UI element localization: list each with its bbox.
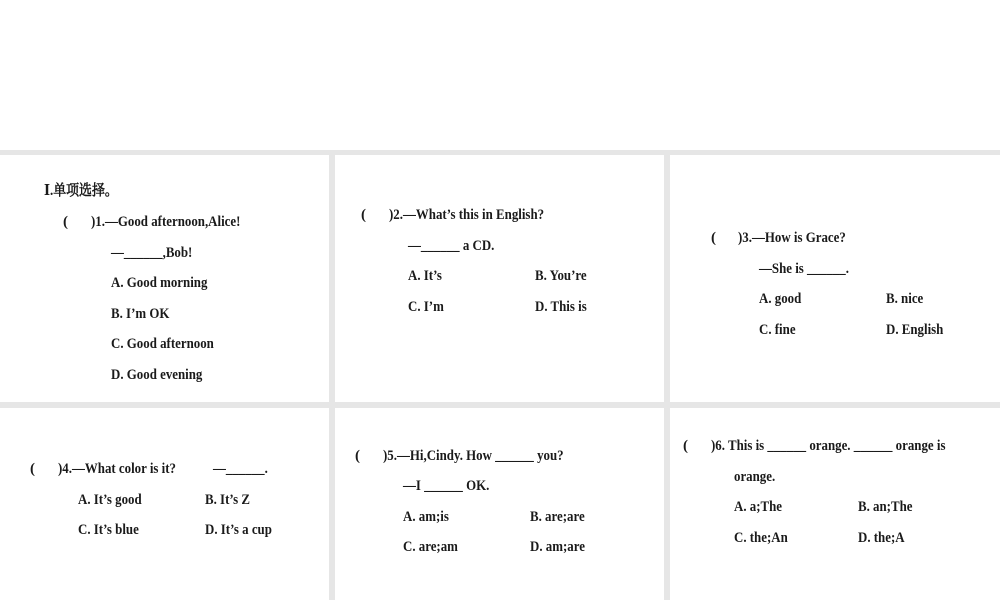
answer-paren: (	[63, 214, 68, 230]
question-stem: )2.—What’s this in English?	[389, 207, 545, 223]
option-b: B. It’s Z	[205, 492, 251, 508]
option-a: A. a;The	[734, 499, 783, 515]
question-cell-1	[0, 155, 329, 402]
option-b: B. are;are	[530, 509, 585, 525]
option-a: A. good	[759, 291, 802, 307]
question-stem: )4.—What color is it?	[58, 461, 177, 477]
question-stem: )5.—Hi,Cindy. How ______ you?	[383, 448, 564, 464]
option-c: C. It’s blue	[78, 522, 139, 538]
option-d: D. It’s a cup	[205, 522, 272, 538]
question-cell-5	[335, 408, 664, 600]
answer-paren: (	[361, 207, 366, 223]
option-c: C. I’m	[408, 299, 444, 315]
answer-paren: (	[30, 461, 35, 477]
option-a: A. Good morning	[111, 275, 208, 291]
question-stem: )6. This is ______ orange. ______ orange is	[711, 438, 946, 454]
question-grid	[0, 150, 1000, 600]
question-reply: —______,Bob!	[111, 245, 193, 261]
question-stem: )3.—How is Grace?	[738, 230, 846, 246]
option-c: C. the;An	[734, 530, 788, 546]
question-reply: —She is ______.	[759, 261, 849, 277]
question-reply: —______ a CD.	[408, 238, 495, 254]
option-c: C. fine	[759, 322, 796, 338]
option-d: D. am;are	[530, 539, 585, 555]
question-reply: —I ______ OK.	[403, 478, 490, 494]
question-reply: —______.	[213, 461, 268, 477]
question-cell-4	[0, 408, 329, 600]
option-a: A. It’s	[408, 268, 442, 284]
option-d: D. Good evening	[111, 367, 203, 383]
question-cell-2	[335, 155, 664, 402]
option-d: D. This is	[535, 299, 587, 315]
section-title: Ⅰ.单项选择。	[44, 183, 118, 199]
question-cell-6	[670, 408, 1000, 600]
answer-paren: (	[355, 448, 360, 464]
option-b: B. You’re	[535, 268, 587, 284]
answer-paren: (	[683, 438, 688, 454]
option-d: D. the;A	[858, 530, 905, 546]
option-b: B. I’m OK	[111, 306, 170, 322]
question-cell-3	[670, 155, 1000, 402]
option-d: D. English	[886, 322, 944, 338]
answer-paren: (	[711, 230, 716, 246]
option-a: A. It’s good	[78, 492, 142, 508]
option-c: C. Good afternoon	[111, 336, 214, 352]
option-c: C. are;am	[403, 539, 458, 555]
option-a: A. am;is	[403, 509, 449, 525]
option-b: B. an;The	[858, 499, 913, 515]
question-stem: )1.—Good afternoon,Alice!	[91, 214, 241, 230]
question-stem-continued: orange.	[734, 469, 776, 485]
option-b: B. nice	[886, 291, 924, 307]
